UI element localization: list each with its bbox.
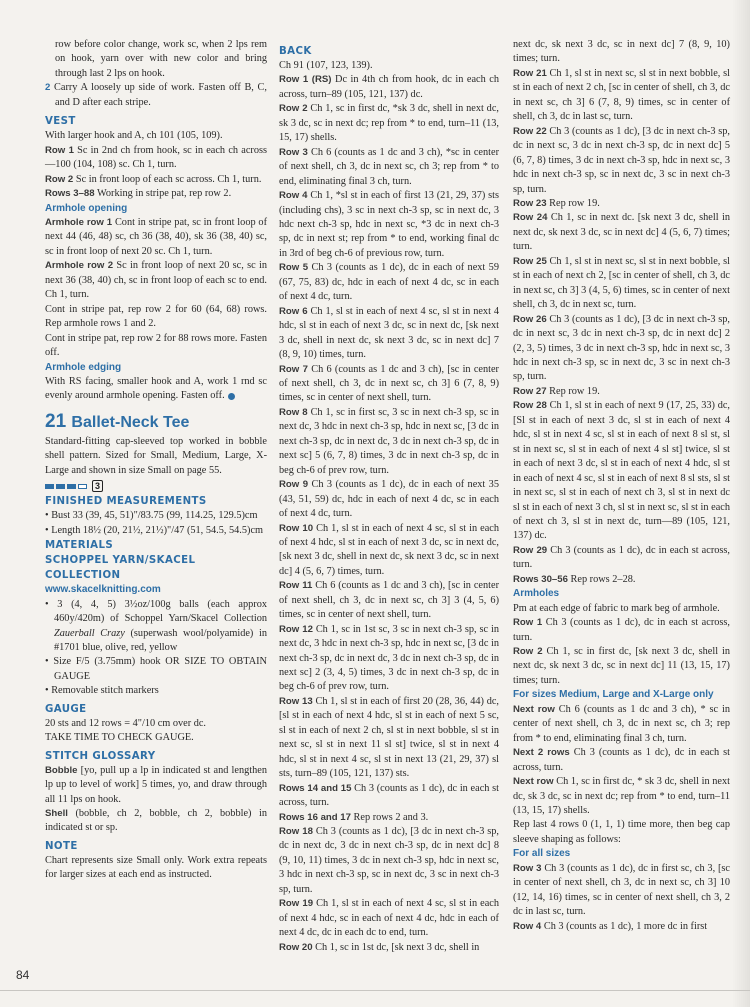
- column-3: [513, 38, 730, 934]
- step-2: [45, 81, 267, 110]
- gauge-text-2: TAKE TIME TO CHECK GAUGE.: [45, 732, 194, 744]
- material-text: Removable stitch markers: [51, 685, 159, 697]
- skill-bar-empty-icon: [78, 484, 87, 489]
- rows-group-c: [513, 703, 730, 819]
- skill-bar-icon: [45, 484, 54, 489]
- row-label: Row 1 (RS): [279, 74, 332, 86]
- pattern-row: [279, 73, 499, 102]
- measurements-list: [45, 509, 267, 538]
- row-text: Ch 1, sl st in each of next 9 (17, 25, 33) dc, [Sl st in each of next 3 dc, sl st in each of next 4 hdc, sl st in next 4 sc, sl st in each of next 8 sl st, sl st in next sc, sl st in each of next 4 sl st] twice, sl st in each of next 3 dc, sl st in each of next 4 hdc, sl st in each of next 4 sc, sl st in each of next 8 sl sts, sl st in next sc, sl st in each of next ch 3, sl st in next dc sl st in each of next 3 ch, sl st in next sc, sl st in each of next ch 3, sl st in next dc, turn—89 (105, 121, 137) dc.: [513, 400, 731, 542]
- row-text: Sc in 2nd ch from hook, sc in each ch across—100 (104, 108) sc. Ch 1, turn.: [45, 144, 267, 171]
- row-text: Ch 1, sl st in next sc, sl st in next bobble, sl st in each of next 2 ch, [sc in center of shell, ch 3, dc in next sc, ch 3] 6 (7, 8, 9) times, sc in center of shell, ch 3, dc in last sc, turn.: [513, 67, 730, 123]
- row-text: Ch 3 (counts as 1 dc), dc in each st across, turn.: [513, 544, 730, 571]
- row-label: Row 19: [279, 898, 314, 910]
- stitch-glossary-heading: STITCH GLOSSARY: [45, 750, 156, 762]
- column-2: [279, 38, 499, 955]
- row-label: Row 11: [279, 580, 313, 592]
- pattern-row: [513, 125, 730, 197]
- vest-rows-3-88: [45, 187, 267, 201]
- armhole-row-1: [45, 216, 267, 259]
- row-label: Rows 14 and 15: [279, 782, 352, 794]
- row-text: Ch 1, sc in 1st sc, 3 sc in next ch-3 sp, sc in next dc, 3 hdc in next ch-3 sp, hdc in next sc, [3 dc in next ch-3 sp, dc in next dc, 3 dc in next ch-3 sp, dc in next sc] 2 (3, 4, 5) times, 3 dc in next ch-3 sp, dc in beg ch-6 of prev row, turn.: [279, 623, 500, 693]
- pattern-row: [279, 146, 499, 189]
- row-label: Armhole row 2: [45, 260, 114, 272]
- row-label: Next 2 rows: [513, 747, 570, 759]
- row-label: Row 12: [279, 623, 313, 635]
- continue-text-2: Cont in stripe pat, rep row 2 for 88 rows more. Fasten off.: [45, 332, 267, 359]
- row-text: Rep rows 2–28.: [567, 573, 636, 585]
- rows-group-b: [513, 616, 730, 688]
- all-sizes-heading: For all sizes: [513, 848, 571, 860]
- row-text: Ch 1, sc in first dc, *sk 3 dc, shell in next dc, sk 3 dc, sc in next dc; rep from * to end, turn–11 (13, 15, 17) shells.: [279, 103, 499, 144]
- length-text: Length 18½ (20, 21½, 21½)"/47 (51, 54.5, 54.5)cm: [51, 524, 264, 536]
- pattern-row: [513, 573, 730, 587]
- skill-level: [45, 480, 267, 492]
- pattern-row: [513, 313, 730, 385]
- list-item: • Removable stitch markers: [45, 685, 159, 697]
- armhole-opening-heading: Armhole opening: [45, 202, 128, 214]
- row-label: Row 28: [513, 400, 547, 412]
- pattern-row: [279, 522, 499, 580]
- row-text: Ch 1, sl st in each of first 20 (28, 36, 44) dc, [sl st in each of next 4 hdc, sl st in each of next 5 sc, sl st in each of next 2 ch, sl st in next bobble, sl st in next sc, sl st in next 11 sl st] twice, sl st in next 4 hdc, sl st in next 4 sc, sl st in next 13 (21, 29, 37) sl sts, turn–89 (105, 121, 137) sts.: [279, 695, 499, 780]
- rows-group-a: [513, 67, 730, 587]
- row-text: Ch 1, *sl st in each of first 13 (21, 29, 37) sts (including chs), 3 sc in next ch-3 sp, sc in next dc, 3 hdc next ch-3 sp, hdc in next sc, *3 dc in next ch-3 sp, dc in next st; rep from * to end, working final dc in 3rd of beg ch-6 of previous row, turn.: [279, 190, 499, 259]
- rows-group-d: [513, 862, 730, 934]
- pattern-row: [279, 102, 499, 145]
- row-text: Ch 1, sc in 1st dc, [sk next 3 dc, shell in: [312, 941, 480, 953]
- skill-bar-icon: [56, 484, 65, 489]
- row-label: Row 2: [279, 103, 308, 115]
- yarn-name: Zauerball Crazy: [54, 627, 125, 639]
- armholes-intro: Pm at each edge of fabric to mark beg of armhole.: [513, 602, 720, 614]
- row-label: Row 3: [513, 862, 542, 874]
- row-label: Row 27: [513, 385, 547, 397]
- row-label: Row 21: [513, 67, 547, 79]
- sizes-heading: For sizes Medium, Large and X-Large only: [513, 689, 714, 701]
- pattern-row: [513, 746, 730, 775]
- row-text: Ch 6 (counts as 1 dc and 3 ch), *sc in center of next shell, ch 3, dc in next sc, ch 3; rep from * to end, eliminating final 3 ch, turn.: [279, 146, 499, 187]
- bobble-definition: [45, 764, 267, 807]
- list-item: • 3 (4, 4, 5) 3½oz/100g balls (each approx 460y/420m) of Schoppel Yarn/Skacel Collection Zauerball Crazy (superwash wool/polyamide) in #1701 blue, olive, red, yellow: [45, 598, 267, 653]
- material-text: 3 (4, 4, 5) 3½oz/100g balls (each approx 460y/420m) of Schoppel Yarn/Skacel Collection: [54, 598, 267, 625]
- row-text: Ch 3 (counts as 1 dc), 1 more dc in first: [541, 920, 708, 932]
- back-rows: [279, 73, 499, 955]
- list-item: • Bust 33 (39, 45, 51)"/83.75 (99, 114.25, 129.5)cm: [45, 510, 258, 522]
- row-label: Row 22: [513, 125, 547, 137]
- row-text: Ch 3 (counts as 1 dc), dc in first sc, ch 3, [sc in center of next shell, ch 3, dc in next sc, ch 3] 10 (12, 14, 16) times, sc in center of next shell, ch 3, 2 dc in last sc, turn.: [513, 862, 730, 918]
- row-text: Ch 1, sc in first sc, 3 sc in next ch-3 sp, sc in next dc, 3 hdc in next ch-3 sp, hdc in next sc, [3 dc in next ch-3 sp, dc in next dc, 3 dc in next ch-3 sp, dc in next sc] 5 (6, 7, 8) times, 3 dc in next ch-3 sp, dc in beg ch-6 of prev row, turn.: [279, 406, 499, 476]
- skill-bar-icon: [67, 484, 76, 489]
- row-text: Sc in front loop of next 20 sc, sc in next 36 (38, 40) ch, sc in front loop of each sc to end. Ch 1, turn.: [45, 260, 267, 301]
- pattern-row: [279, 363, 499, 406]
- row-label: Row 29: [513, 544, 548, 556]
- row-label: Row 25: [513, 255, 547, 267]
- pattern-row: [279, 825, 499, 897]
- pattern-row: [513, 385, 730, 399]
- back-heading: BACK: [279, 46, 312, 57]
- vest-intro: With larger hook and A, ch 101 (105, 109).: [45, 130, 223, 142]
- continue-text-1: Cont in stripe pat, rep row 2 for 60 (64, 68) rows. Rep armhole rows 1 and 2.: [45, 303, 267, 330]
- row-label: Row 3: [279, 146, 308, 158]
- armhole-edging-text: [45, 375, 267, 404]
- pattern-row: [279, 406, 499, 478]
- row-label: Row 7: [279, 363, 308, 375]
- armholes-heading: Armholes: [513, 588, 560, 600]
- row-label: Row 1: [45, 144, 74, 156]
- row-text: Ch 6 (counts as 1 dc and 3 ch), * sc in center of next shell, ch 3, dc in next sc, ch 3; rep from * to end, eliminating final 3 ch, turn.: [513, 703, 730, 744]
- row-text: Ch 1, sl st in next sc, sl st in next bobble, sl st in each of next ch 2, [sc in center of shell, ch 3, dc in next sc, ch 3] 3 (4, 5, 6) times, sc in center of next shell, ch 3, dc in next sc, turn.: [513, 255, 730, 311]
- row-label: Rows 16 and 17: [279, 811, 351, 823]
- brand-line-1: SCHOPPEL YARN/SKACEL: [45, 555, 196, 567]
- row-text: Working in stripe pat, rep row 2.: [94, 188, 232, 200]
- row-text: Ch 1, sc in first dc, * sk 3 dc, shell in next dc, sk 3 dc, sc in next dc; rep from * to end, turn–11 (13, 15, 17) shells.: [513, 776, 730, 817]
- continued-text: next dc, sk next 3 dc, sc in next dc] 7 (8, 9, 10) times; turn.: [513, 39, 730, 65]
- brand-url[interactable]: www.skacelknitting.com: [45, 584, 161, 596]
- pattern-title: [45, 410, 267, 435]
- row-label: Row 2: [45, 173, 74, 185]
- row-label: Row 26: [513, 313, 547, 325]
- pattern-row: [513, 616, 730, 645]
- row-label: Row 18: [279, 826, 313, 838]
- row-label: Row 10: [279, 522, 314, 534]
- skill-badge: 3: [92, 480, 103, 492]
- vest-heading: VEST: [45, 116, 76, 128]
- pattern-row: [279, 305, 499, 363]
- pattern-row: [513, 645, 730, 688]
- pattern-row: [279, 811, 499, 825]
- row-text: Ch 3 (counts as 1 dc), dc in each of next 35 (43, 51, 59) dc, hdc in each of next 4 dc, sc in each of next 4 dc, turn.: [279, 479, 499, 520]
- pattern-row: [513, 920, 730, 934]
- pattern-row: [513, 775, 730, 818]
- row-label: Row 9: [279, 479, 309, 491]
- row-text: Ch 3 (counts as 1 dc), dc in each st across, turn.: [513, 747, 731, 773]
- pattern-row: [513, 862, 730, 920]
- pattern-row: [279, 623, 499, 695]
- row-text: Dc in 4th ch from hook, dc in each ch across, turn–89 (105, 121, 137) dc.: [279, 74, 500, 100]
- material-text: (superwash wool/polyamide) in #1701 blue, olive, red, yellow: [54, 627, 267, 653]
- pattern-number: 21: [45, 410, 67, 432]
- row-label: Armhole row 1: [45, 216, 113, 228]
- row-label: Rows 30–56: [513, 573, 568, 585]
- pattern-row: [279, 695, 499, 782]
- footer-divider: [0, 990, 750, 991]
- pattern-row: [513, 211, 730, 254]
- column-1: [45, 38, 267, 883]
- term-label: Bobble: [45, 764, 78, 776]
- pattern-row: [279, 941, 499, 955]
- pattern-row: [279, 782, 499, 811]
- row-text: Ch 6 (counts as 1 dc and 3 ch), [sc in center of next shell, ch 3, dc in next sc, ch 3] 3 (4, 5, 6) times, sc in center of next shell, turn.: [279, 580, 499, 621]
- row-label: Row 4: [513, 920, 542, 932]
- row-label: Next row: [513, 703, 555, 715]
- material-text: Size F/5 (3.75mm) hook OR SIZE TO OBTAIN GAUGE: [53, 656, 267, 682]
- row-text: Sc in front loop of each sc across. Ch 1, turn.: [73, 173, 262, 185]
- row-label: Row 8: [279, 406, 308, 418]
- row-label: Row 1: [513, 617, 543, 629]
- row-text: Ch 1, sc in first dc, [sk next 3 dc, shell in next dc, sk next 3 dc, sc in next dc] 11 (13, 15, 17) times; turn.: [513, 646, 730, 686]
- intro-text: row before color change, work sc, when 2 lps rem on hook, yarn over with new color and bring through last 2 lps on hook.: [55, 39, 267, 79]
- pattern-row: [279, 478, 499, 521]
- edging-text: With RS facing, smaller hook and A, work 1 rnd sc evenly around armhole opening. Fasten off.: [45, 375, 267, 402]
- row-label: Row 2: [513, 646, 543, 658]
- pattern-row: [279, 897, 499, 940]
- pattern-row: [279, 261, 499, 304]
- row-text: Rep rows 2 and 3.: [350, 811, 429, 823]
- row-text: Ch 3 (counts as 1 dc), [3 dc in next ch-3 sp, dc in next sc, 3 dc in next ch-3 sp, dc in next dc] 5 (6, 7, 8) times, 3 dc in next ch-3 sp, hdc in next sc, 3 hdc in next ch-3 sp, sc in next dc, 3 sc in next ch-3 sp, turn.: [513, 125, 731, 195]
- row-text: Ch 1, sc in next dc. [sk next 3 dc, shell in next dc, sk next 3 dc, sc in next dc] 4 (5, 6, 7) times; turn.: [513, 212, 730, 253]
- row-label: Rows 3–88: [45, 188, 95, 200]
- note-heading: NOTE: [45, 840, 78, 852]
- term-text: (bobble, ch 2, bobble, ch 2, bobble) in indicated st or sp.: [45, 808, 267, 834]
- row-text: Ch 3 (counts as 1 dc), dc in each st across, turn.: [279, 782, 499, 809]
- pattern-row: [513, 67, 730, 125]
- materials-list: [45, 598, 267, 699]
- list-item: • Length 18½ (20, 21½, 21½)"/47 (51, 54.5, 54.5)cm: [45, 524, 264, 536]
- pattern-row: [513, 197, 730, 211]
- page-number: 84: [16, 968, 30, 982]
- pattern-row: [513, 255, 730, 313]
- row-text: Ch 1, sl st in each of next 4 sc, sl st in each of next 4 hdc, sc in each of next 4 dc, hdc in each of next 4 dc, dc in each dc to end, turn.: [279, 898, 499, 939]
- row-text: Ch 3 (counts as 1 dc), dc in each st across, turn.: [513, 617, 730, 643]
- brand-line-2: COLLECTION: [45, 570, 121, 582]
- row-text: Ch 6 (counts as 1 dc and 3 ch), [sc in center of next shell, ch 3, dc in next sc, ch 3] 6 (7, 8, 9) times, sc in center of next shell, turn.: [279, 363, 499, 404]
- step-2-text: Carry A loosely up side of work. Fasten off B, C, and D after each stripe.: [50, 82, 267, 108]
- back-intro: Ch 91 (107, 123, 139).: [279, 60, 373, 71]
- vest-row-2: [45, 173, 267, 187]
- row-label: Row 6: [279, 305, 308, 317]
- step-2-number: 2: [45, 82, 51, 94]
- row-text: Ch 3 (counts as 1 dc), dc in each of next 59 (67, 75, 83) dc, hdc in each of next 4 dc, sc in each of next 4 dc, turn.: [279, 262, 499, 303]
- list-item: • Size F/5 (3.75mm) hook OR SIZE TO OBTAIN GAUGE: [45, 656, 267, 682]
- row-text: Cont in stripe pat, sc in front loop of next 44 (46, 48) sc, ch 36 (38, 40), sk 36 (38, 40) sc, sc in front loop of next 20 sc. Ch 1, turn.: [45, 216, 268, 257]
- row-label: Row 20: [279, 941, 313, 953]
- pattern-description: Standard-fitting cap-sleeved top worked in bobble shell pattern. Sized for Small, Medium, Large, X-Large and shown in size Small on page 55.: [45, 435, 267, 476]
- armhole-edging-heading: Armhole edging: [45, 361, 122, 373]
- shell-definition: [45, 807, 267, 836]
- pattern-row: [513, 399, 730, 544]
- row-label: Row 23: [513, 197, 547, 209]
- row-label: Row 24: [513, 212, 548, 224]
- repeat-text: Rep last 4 rows 0 (1, 1, 1) time more, then beg cap sleeve shaping as follows:: [513, 819, 730, 845]
- pattern-row: [513, 703, 730, 746]
- armhole-row-2: [45, 259, 267, 302]
- term-label: Shell: [45, 808, 68, 820]
- row-text: Ch 3 (counts as 1 dc), [3 dc in next ch-3 sp, dc in next dc, 3 dc in next ch-3 sp, dc in next dc] 8 (9, 10, 11) times, 3 dc in next ch-3 sp, hdc in next sc, 3 hdc in next ch-3 sp, sc in next dc, 3 sc in next ch-3 sp, turn.: [279, 826, 499, 895]
- row-label: Next row: [513, 776, 554, 788]
- row-text: Rep row 19.: [546, 197, 600, 209]
- row-text: Ch 1, sl st in each of next 4 sc, sl st in each of next 4 hdc, sl st in each of next 3 dc, sc in next dc, [sk next 3 dc, shell in next dc, sk next 3 dc, sc in next dc] 4 (5, 6, 7) times, turn.: [279, 522, 499, 577]
- finished-measurements-heading: FINISHED MEASUREMENTS: [45, 496, 207, 508]
- end-mark-icon: [228, 393, 235, 400]
- pattern-row: [279, 579, 499, 622]
- page-edge-shadow: [732, 0, 750, 1007]
- materials-heading: MATERIALS: [45, 540, 114, 552]
- term-text: [yo, pull up a lp in indicated st and lengthen lp up to level of work] 5 times, yo, and draw through all 11 lps on hook.: [45, 764, 267, 805]
- row-label: Row 5: [279, 262, 309, 274]
- row-text: Ch 1, sl st in each of next 4 sc, sl st in next 4 hdc, sl st in each of next 3 dc, sc in next dc, [sk next 3 dc, shell in next dc, sk next 3 dc, sc in next dc] 7 (8, 9, 10) times, turn.: [279, 305, 499, 361]
- pattern-row: [279, 189, 499, 261]
- note-text: Chart represents size Small only. Work extra repeats for larger sizes at each end as instructed.: [45, 854, 267, 881]
- bust-text: Bust 33 (39, 45, 51)"/83.75 (99, 114.25, 129.5)cm: [51, 510, 258, 522]
- gauge-heading: GAUGE: [45, 703, 87, 715]
- row-label: Row 13: [279, 695, 313, 707]
- row-text: Rep row 19.: [546, 385, 600, 397]
- pattern-row: [513, 544, 730, 573]
- vest-row-1: [45, 144, 267, 173]
- row-label: Row 4: [279, 190, 308, 202]
- gauge-text-1: 20 sts and 12 rows = 4"/10 cm over dc.: [45, 717, 207, 729]
- row-text: Ch 3 (counts as 1 dc), [3 dc in next ch-3 sp, dc in next sc, 3 dc in next ch-3 sp, dc in next dc] 2 (2, 3, 5) times, 3 dc in next ch-3 sp, hdc in next sc, 3 hdc in next ch-3 sp, sc in next dc, 3 sc in next ch-3 sp, turn.: [513, 313, 731, 383]
- pattern-name: Ballet-Neck Tee: [71, 413, 190, 431]
